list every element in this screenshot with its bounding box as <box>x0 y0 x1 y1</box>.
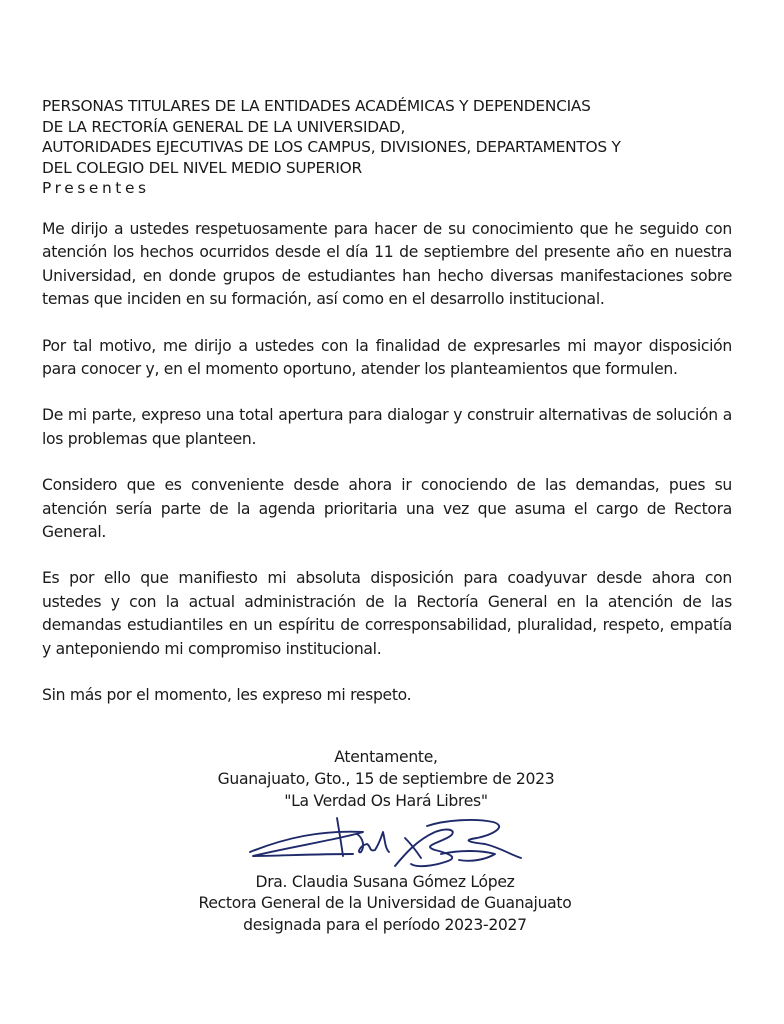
addressee-line: AUTORIDADES EJECUTIVAS DE LOS CAMPUS, DIVISIONES, DEPARTAMENTOS Y <box>42 138 621 157</box>
motto: "La Verdad Os Hará Libres" <box>284 792 488 810</box>
signatory-block <box>150 872 620 936</box>
signature-strokes <box>250 818 521 866</box>
addressee-line: PERSONAS TITULARES DE LA ENTIDADES ACADÉMICAS Y DEPENDENCIAS <box>42 97 591 115</box>
body-paragraph: Me dirijo a ustedes respetuosamente para hacer de su conocimiento que he seguido con atención los hechos ocurridos desde el día 11 de septiembre del presente año en nuestra Universidad, en donde grupos de estudiantes han hecho diversas manifestaciones sobre temas que inciden en su formación, así como en el desarrollo institucional. <box>42 220 732 309</box>
addressee-line: DE LA RECTORÍA GENERAL DE LA UNIVERSIDAD, <box>42 117 406 136</box>
body-paragraph: Por tal motivo, me dirijo a ustedes con la finalidad de expresarles mi mayor disposición para conocer y, en el momento oportuno, atender los planteamientos que formulen. <box>42 336 732 379</box>
handwritten-signature <box>245 810 535 878</box>
addressee-line: DEL COLEGIO DEL NIVEL MEDIO SUPERIOR <box>42 158 362 177</box>
signatory-name: Dra. Claudia Susana Gómez López <box>255 873 515 891</box>
addressee-block <box>42 96 742 199</box>
place-date: Guanajuato, Gto., 15 de septiembre de 2023 <box>217 770 555 788</box>
body-paragraph: Sin más por el momento, les expreso mi respeto. <box>42 686 412 705</box>
signatory-title: Rectora General de la Universidad de Guanajuato <box>198 894 572 913</box>
signatory-period: designada para el período 2023-2027 <box>243 915 527 934</box>
closing-block <box>180 746 592 812</box>
salutation: Atentamente, <box>334 748 438 766</box>
body-paragraph: Es por ello que manifiesto mi absoluta disposición para coadyuvar desde ahora con ustedes y con la actual administración de la Rectoría General en la atención de las demandas estudiantiles en un espíritu de corresponsabilidad, pluralidad, respeto, empatía y anteponiendo mi compromiso institucional. <box>42 569 732 658</box>
body-paragraph: De mi parte, expreso una total apertura para dialogar y construir alternativas de solución a los problemas que planteen. <box>42 406 732 448</box>
letter-body <box>42 218 732 731</box>
body-paragraph: Considero que es conveniente desde ahora ir conociendo de las demandas, pues su atención sería parte de la agenda prioritaria una vez que asuma el cargo de Rectora General. <box>42 476 732 542</box>
presentes-line: Presentes <box>42 179 150 198</box>
